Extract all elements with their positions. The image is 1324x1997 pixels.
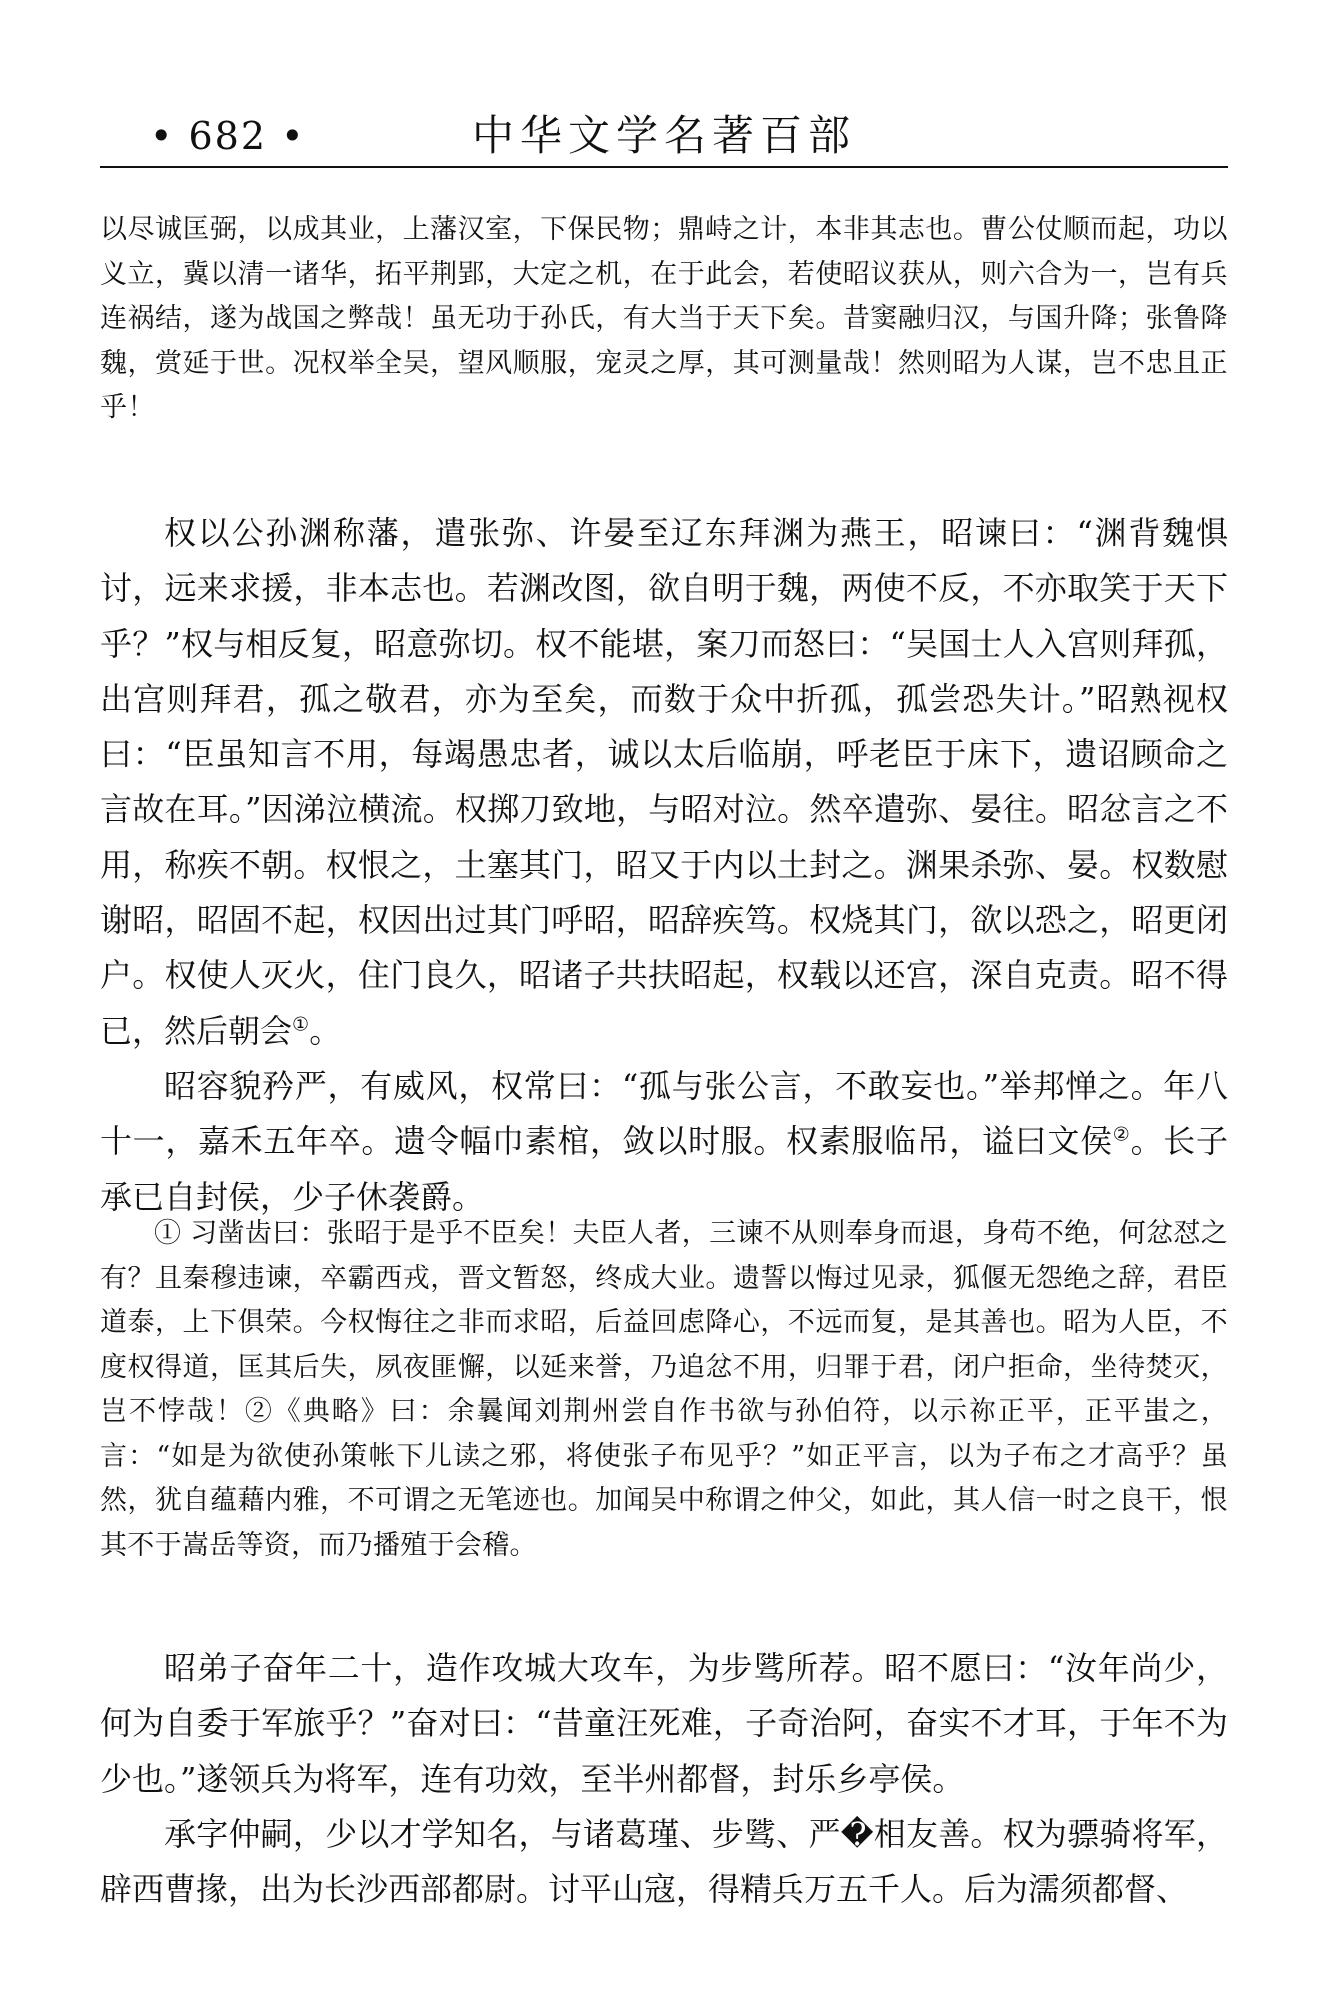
- paragraph-end: 。长子承已自封侯，少子休袭爵。: [100, 1122, 1228, 1216]
- main-paragraph: 昭弟子奋年二十，造作攻城大攻车，为步骘所荐。昭不愿曰：“汝年尚少，何为自委于军旅乎？”奋对曰：“昔童汪死难，子奇治阿，奋实不才耳，于年不为少也。”遂领兵为将军，连有功效，至半州都督，封乐乡亭侯。: [100, 1649, 1228, 1798]
- main-text-block-2: [100, 1641, 1228, 1917]
- main-paragraph: [100, 1059, 1228, 1225]
- page-number: • 682 •: [150, 114, 306, 158]
- commentary-paragraph: 以尽诚匡弼，以成其业，上藩汉室，下保民物；鼎峙之计，本非其志也。曹公仗顺而起，功以义立，冀以清一诸华，拓平荆郢，大定之机，在于此会，若使昭议获从，则六合为一，岂有兵连祸结，遂为战国之弊哉！虽无功于孙氏，有大当于天下矣。昔窦融归汉，与国升降；张鲁降魏，赏延于世。况权举全吴，望风顺服，宠灵之厚，其可测量哉！然则昭为人谋，岂不忠且正乎！: [100, 214, 1228, 423]
- commentary-block: [100, 208, 1228, 431]
- paragraph-end: 。: [309, 1011, 342, 1050]
- annotation-paragraph: ① 习凿齿曰：张昭于是乎不臣矣！夫臣人者，三谏不从则奉身而退，身苟不绝，何忿怼之有？且秦穆违谏，卒霸西戎，晋文暂怒，终成大业。遗誓以悔过见录，狐偃无怨绝之辞，君臣道泰，上下俱荣。今权悔往之非而求昭，后益回虑降心，不远而复，是其善也。昭为人臣，不度权得道，匡其后失，夙夜匪懈，以延来誉，乃追忿不用，归罪于君，闭户拒命，坐待焚灭，岂不悖哉！②《典略》曰：余曩闻刘荆州尝自作书欲与孙伯符，以示祢正平，正平蚩之，言：“如是为欲使孙策帐下儿读之邪，将使张子布见乎？”如正平言，以为子布之才高乎？虽然，犹自蕴藉内雅，不可谓之无笔迹也。加闻吴中称谓之仲父，如此，其人信一时之良干，恨其不于嵩岳等资，而乃播殖于会稽。: [100, 1218, 1228, 1561]
- paragraph-text: 昭容貌矜严，有威风，权常曰：“孤与张公言，不敢妄也。”举邦惮之。年八十一，嘉禾五年卒。遗令幅巾素棺，敛以时服。权素服临吊，谥曰文侯: [100, 1066, 1228, 1161]
- page-header: [100, 100, 1228, 168]
- main-paragraph: [100, 506, 1228, 1059]
- main-paragraph: 承字仲嗣，少以才学知名，与诸葛瑾、步骘、严�相友善。权为骠骑将军，辟西曹掾，出为长沙西部都尉。讨平山寇，得精兵万五千人。后为濡须都督、: [100, 1814, 1228, 1909]
- main-text-block: [100, 506, 1228, 1225]
- footnote-ref: ②: [1112, 1122, 1131, 1146]
- footnote-ref: ①: [292, 1012, 310, 1036]
- annotation-notes: [100, 1212, 1228, 1568]
- series-title: 中华文学名著百部: [471, 111, 856, 160]
- paragraph-text: 权以公孙渊称藩，遣张弥、许晏至辽东拜渊为燕王，昭谏曰：“渊背魏惧讨，远来求援，非本志也。若渊改图，欲自明于魏，两使不反，不亦取笑于天下乎？”权与相反复，昭意弥切。权不能堪，案刀而怒曰：“吴国士人入宫则拜孤，出宫则拜君，孤之敬君，亦为至矣，而数于众中折孤，孤尝恐失计。”昭熟视权曰：“臣虽知言不用，每竭愚忠者，诚以太后临崩，呼老臣于床下，遗诏顾命之言故在耳。”因涕泣横流。权掷刀致地，与昭对泣。然卒遣弥、晏往。昭忿言之不用，称疾不朝。权恨之，土塞其门，昭又于内以土封之。渊果杀弥、晏。权数慰谢昭，昭固不起，权因出过其门呼昭，昭辞疾笃。权烧其门，欲以恐之，昭更闭户。权使人灭火，住门良久，昭诸子共扶昭起，权载以还宫，深自克责。昭不得已，然后朝会: [100, 514, 1228, 1050]
